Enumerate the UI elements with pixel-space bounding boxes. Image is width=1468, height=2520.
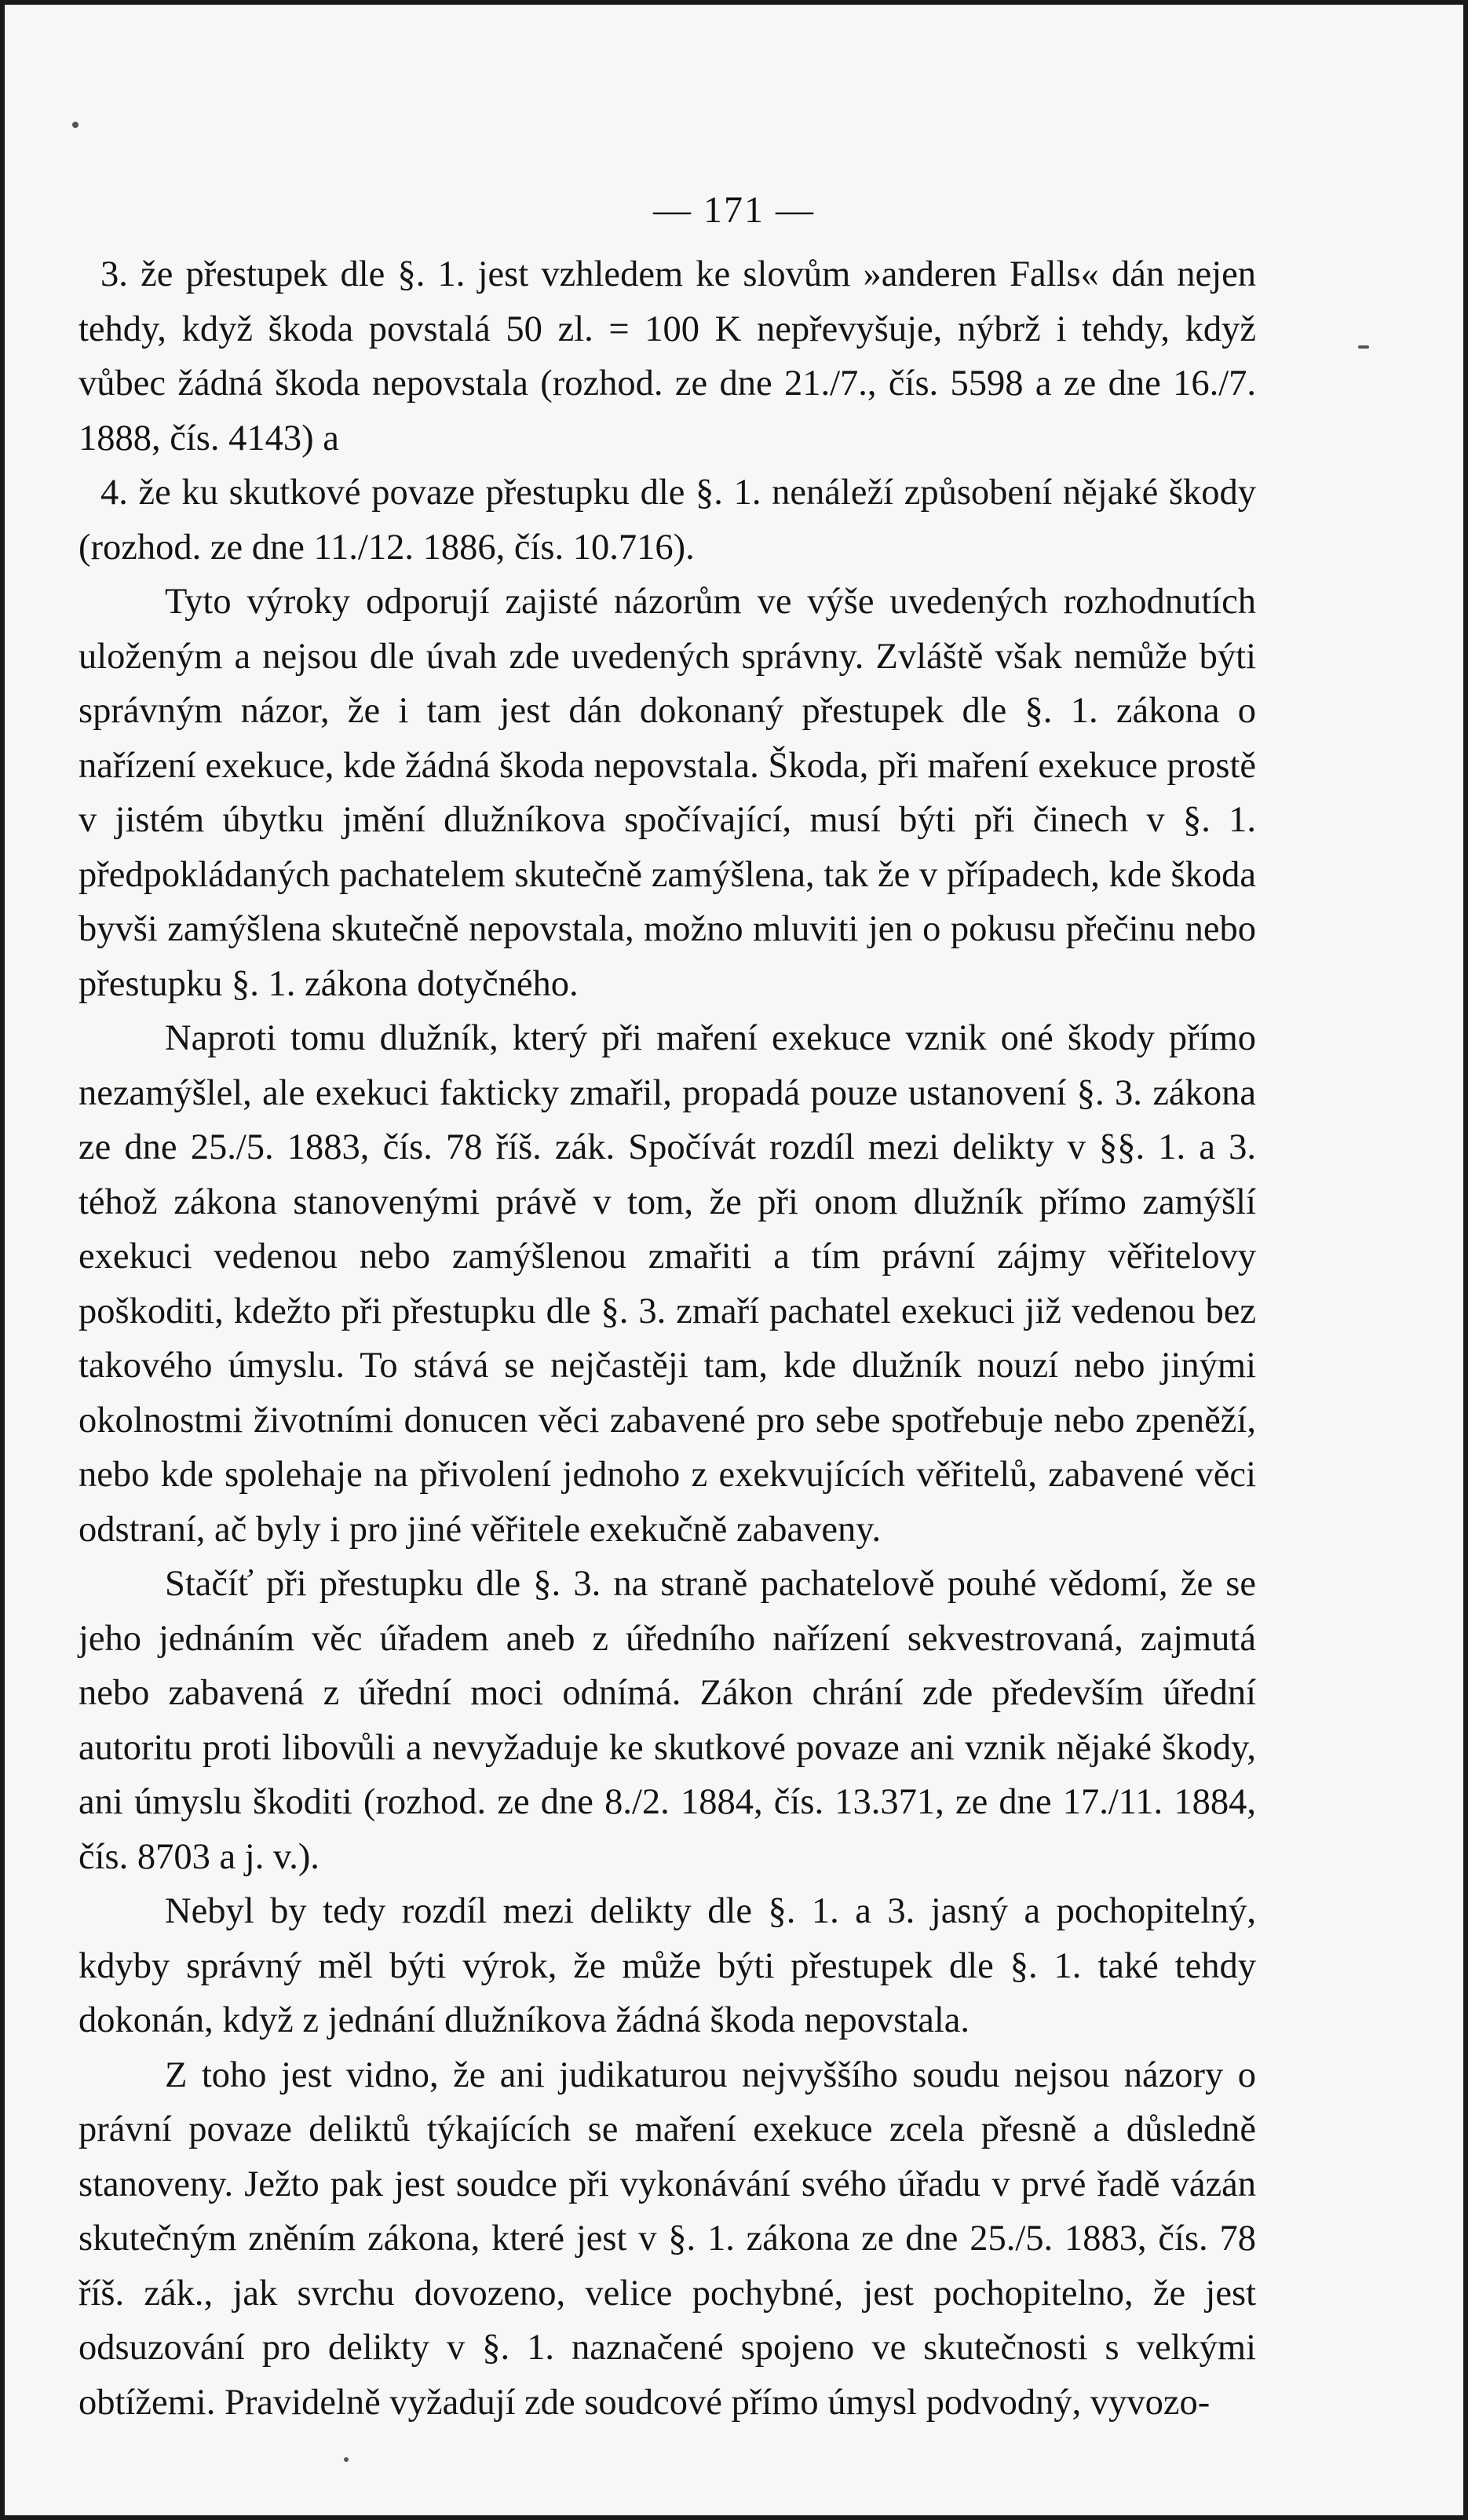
print-speck [344, 2457, 349, 2462]
paragraph: Z toho jest vidno, že ani judikaturou nejvyššího soudu nejsou názory o právní povaze deliktů týkajících se maření exekuce zcela přesně a důsledně stanoveny. Ježto pak jest soudce při vykonávání svého úřadu v prvé řadě vázán skutečným zněním zákona, které jest v §. 1. zákona ze dne 25./5. 1883, čís. 78 říš. zák., jak svrchu dovozeno, velice pochybné, jest pochopitelno, že jest odsuzování pro delikty v §. 1. naznačené spojeno ve skutečnosti s velkými obtížemi. Pravidelně vyžadují zde soudcové přímo úmysl podvodný, vyvozo- [79, 2054, 1256, 2423]
print-speck [1358, 345, 1369, 349]
print-speck [72, 122, 79, 128]
page-number: — 171 — [653, 189, 815, 231]
paragraph: Stačíť při přestupku dle §. 3. na straně pachatelově pouhé vědomí, že se jeho jednáním věc úřadem aneb z úředního nařízení sekvestrovaná, zajmutá nebo zabavená z úřední moci odnímá. Zákon chrání zde především úřední autoritu proti libovůli a nevyžaduje ke skutkové povaze ani vznik nějaké škody, ani úmyslu škoditi (rozhod. ze dne 8./2. 1884, čís. 13.371, ze dne 17./11. 1884, čís. 8703 a j. v.). [79, 1564, 1256, 1877]
page-body [79, 247, 1256, 2430]
paragraph: Naproti tomu dlužník, který při maření exekuce vznik oné škody přímo nezamýšlel, ale exekuci fakticky zmařil, propadá pouze ustanovení §. 3. zákona ze dne 25./5. 1883, čís. 78 říš. zák. Spočívát rozdíl mezi delikty v §§. 1. a 3. téhož zákona stanovenými právě v tom, že při onom dlužník přímo zamýšlí exekuci vedenou nebo zamýšlenou zmařiti a tím právní zájmy věřitelovy poškoditi, kdežto při přestupku dle §. 3. zmaří pachatel exekuci již vedenou bez takového úmyslu. To stává se nejčastěji tam, kde dlužník nouzí nebo jinými okolnostmi životními donucen věci zabavené pro sebe spotřebuje nebo zpeněží, nebo kde spolehaje na přivolení jednoho z exekvujících věřitelů, zabavené věci odstraní, ač byly i pro jiné věřitele exekučně zabaveny. [79, 1018, 1256, 1550]
paragraph: Nebyl by tedy rozdíl mezi delikty dle §. 1. a 3. jasný a pochopitelný, kdyby správný měl býti výrok, že může býti přestupek dle §. 1. také tehdy dokonán, když z jednání dlužníkova žádná škoda nepovstala. [79, 1891, 1256, 2040]
paragraph-point-3: 3. že přestupek dle §. 1. jest vzhledem ke slovům »anderen Falls« dán nejen tehdy, když škoda povstalá 50 zl. = 100 K nepřevyšuje, nýbrž i tehdy, když vůbec žádná škoda nepovstala (rozhod. ze dne 21./7., čís. 5598 a ze dne 16./7. 1888, čís. 4143) a [79, 254, 1256, 458]
paragraph-point-4: 4. že ku skutkové povaze přestupku dle §. 1. nenáleží způsobení nějaké škody (rozhod. ze dne 11./12. 1886, čís. 10.716). [79, 473, 1256, 568]
paragraph: Tyto výroky odporují zajisté názorům ve výše uvedených rozhodnutích uloženým a nejsou dle úvah zde uvedených správny. Zvláště však nemůže býti správným názor, že i tam jest dán dokonaný přestupek dle §. 1. zákona o nařízení exekuce, kde žádná škoda nepovstala. Škoda, při maření exekuce prostě v jistém úbytku jmění dlužníkova spočívající, musí býti při činech v §. 1. předpokládaných pachatelem skutečně zamýšlena, tak že v případech, kde škoda byvši zamýšlena skutečně nepovstala, možno mluviti jen o pokusu přečinu nebo přestupku §. 1. zákona dotyčného. [79, 582, 1256, 1004]
